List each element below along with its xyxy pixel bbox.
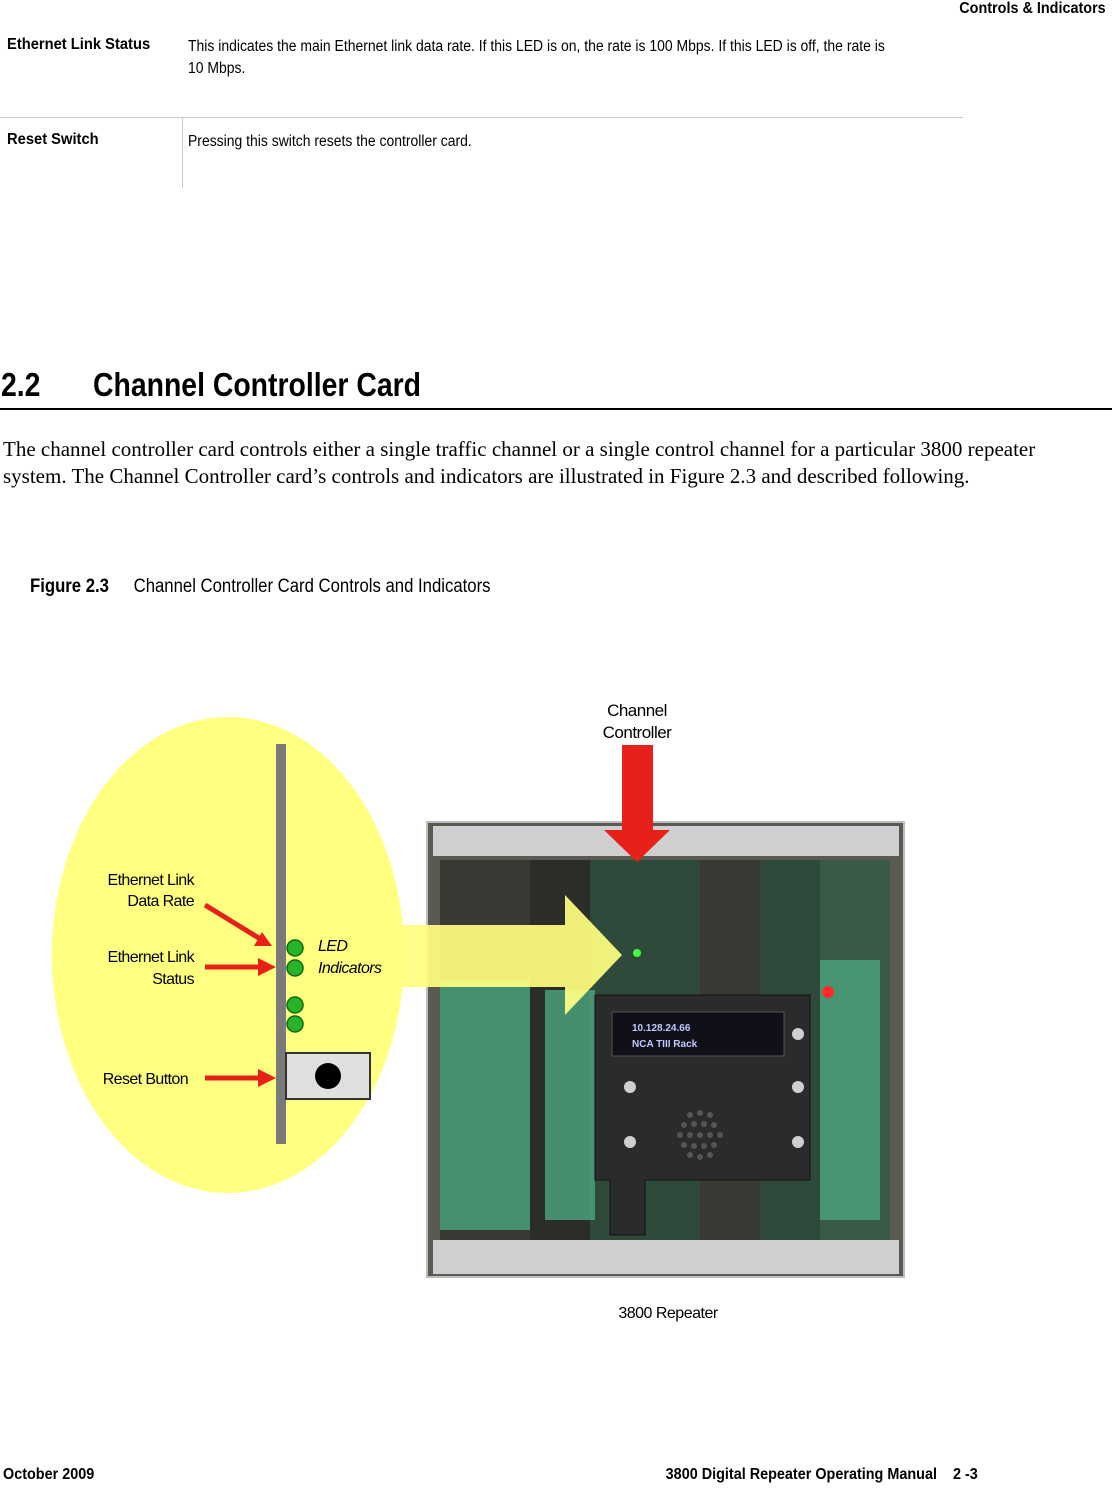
screw-icon: [792, 1081, 804, 1093]
channel-controller-figure: [0, 680, 1000, 1340]
callout-status-line2: Status: [152, 971, 194, 988]
screw-icon: [621, 1243, 633, 1255]
led-icon: [287, 997, 303, 1013]
callout-ellipse: [52, 717, 404, 1193]
callout-data-rate-line2: Data Rate: [127, 893, 194, 910]
channel-label-line1: Channel: [607, 701, 667, 720]
callout-led-line2: Indicators: [318, 960, 382, 977]
running-header: Controls & Indicators: [959, 0, 1106, 17]
repeater-label: 3800 Repeater: [618, 1305, 718, 1322]
lcd-line-1: 10.128.24.66: [632, 1023, 691, 1034]
channel-label-line2: Controller: [602, 723, 672, 742]
screw-icon: [792, 1028, 804, 1040]
footer-date: October 2009: [3, 1466, 95, 1483]
figure-caption: [30, 576, 491, 598]
section-heading: [0, 364, 1112, 410]
circuit-board: [820, 960, 880, 1220]
section-title: Channel Controller Card: [93, 366, 421, 403]
red-led-icon: [822, 986, 834, 998]
definition-row-ethernet-link-status: [0, 36, 963, 116]
definition-description: This indicates the main Ethernet link data rate. If this LED is on, the rate is 100 Mbps. If this LED is off, the rate is 10 Mbps.: [188, 38, 885, 77]
figure-title: Channel Controller Card Controls and Indicators: [133, 576, 491, 597]
figure-label: Figure 2.3: [30, 576, 109, 597]
channel-controller-label: [603, 701, 673, 742]
footer-manual-page: 3800 Digital Repeater Operating Manual 2 -3: [665, 1466, 978, 1483]
green-led-icon: [633, 949, 641, 957]
screw-icon: [792, 1136, 804, 1148]
led-icon: [287, 1016, 303, 1032]
definition-term: Ethernet Link Status: [7, 36, 151, 53]
reset-button-icon: [315, 1063, 341, 1089]
definition-row-reset-switch: [0, 131, 963, 187]
section-number: 2.2: [1, 366, 41, 403]
definition-term: Reset Switch: [7, 131, 99, 148]
callout-reset: Reset Button: [102, 1071, 188, 1088]
table-divider: [0, 117, 963, 118]
rack-bottom-rail: [433, 1240, 899, 1274]
screw-icon: [624, 1081, 636, 1093]
callout-status-line1: Ethernet Link: [107, 949, 194, 966]
screw-icon: [624, 1136, 636, 1148]
circuit-board: [545, 990, 595, 1220]
callout-data-rate-line1: Ethernet Link: [107, 872, 194, 889]
circuit-board: [440, 980, 530, 1230]
intro-paragraph: The channel controller card controls either a single traffic channel or a single control channel for a particular 3800 repeater system. The Channel Controller card’s controls and indicators are illustrated in Figure 2.3 and described following.: [3, 437, 1036, 488]
led-icon: [287, 960, 303, 976]
card-edge: [276, 744, 286, 1144]
lcd-line-2: NCA TIII Rack: [632, 1039, 698, 1050]
definition-description: Pressing this switch resets the controller card.: [188, 133, 472, 150]
led-icon: [287, 940, 303, 956]
callout-led-line1: LED: [318, 938, 348, 955]
